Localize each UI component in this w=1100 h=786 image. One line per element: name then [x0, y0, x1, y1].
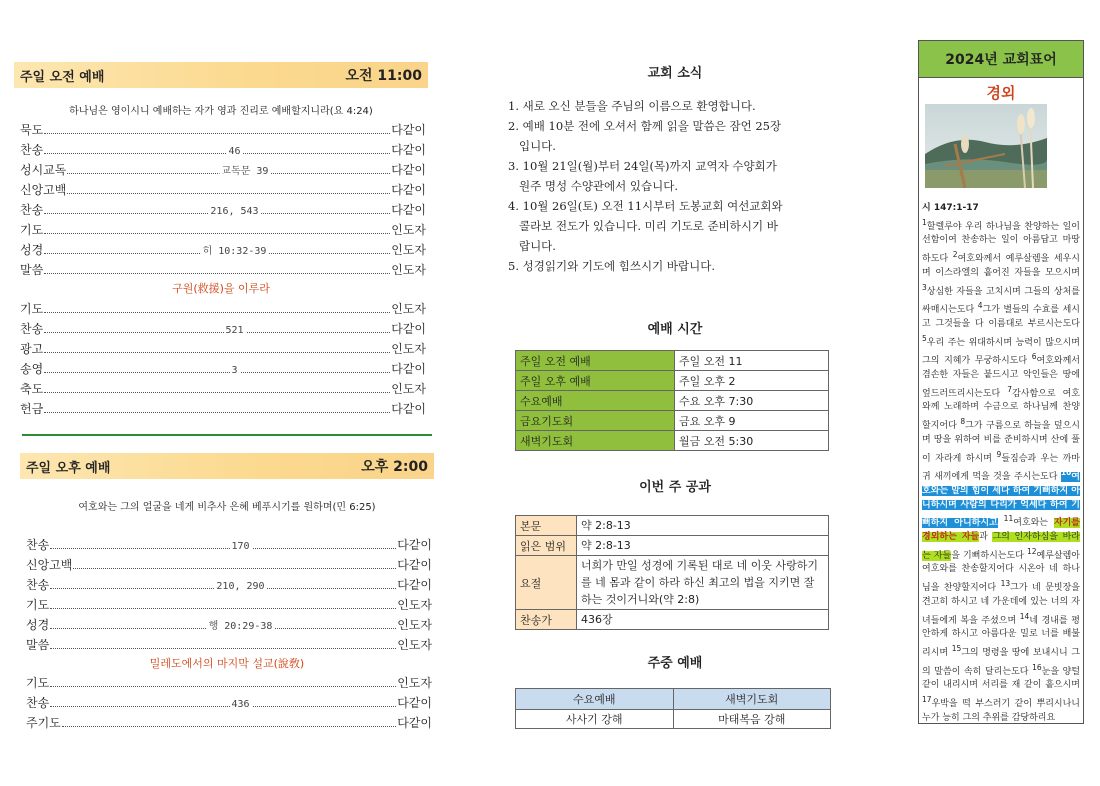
leader-dots: [44, 246, 390, 257]
leader-dots: [44, 206, 390, 217]
order-label: 말씀: [20, 263, 44, 277]
schedule-time: 주일 오후 2: [675, 371, 829, 391]
lesson-row: [516, 516, 829, 536]
morning-sermon-title: 구원(救援)을 이루라: [172, 282, 270, 295]
order-detail: 521: [225, 325, 244, 336]
order-row: [20, 178, 426, 198]
order-row: [20, 377, 426, 397]
order-leader: 다같이: [391, 123, 426, 137]
order-leader: 인도자: [391, 382, 426, 396]
lesson-value: 436장: [577, 610, 829, 630]
order-detail: 46: [228, 146, 241, 157]
order-leader: 인도자: [391, 243, 426, 257]
order-label: 기도: [20, 302, 44, 316]
order-row: [26, 573, 432, 593]
motto-word: 경외: [986, 84, 1016, 102]
news-line: 입니다.: [508, 139, 556, 153]
order-row: [20, 317, 426, 337]
lesson-value: 약 2:8-13: [577, 516, 829, 536]
weekday-cell: 사사기 강해: [516, 710, 674, 729]
lesson-label: 요절: [516, 556, 577, 610]
leader-dots: [67, 166, 390, 177]
order-row: [20, 218, 426, 238]
order-leader: 다같이: [391, 203, 426, 217]
order-leader: 다같이: [397, 716, 432, 730]
schedule-table: [515, 350, 829, 451]
leader-dots: [50, 699, 396, 710]
weekday-table: [515, 688, 831, 729]
schedule-time: 주일 오전 11: [675, 351, 829, 371]
order-label: 신앙고백: [26, 558, 73, 572]
lesson-table: [515, 515, 829, 630]
order-label: 말씀: [26, 638, 50, 652]
order-detail: 170: [231, 541, 250, 552]
weekday-title: 주중 예배: [647, 656, 703, 671]
leader-dots: [67, 193, 390, 194]
afternoon-service-header: [20, 453, 434, 479]
order-leader: 인도자: [391, 223, 426, 237]
order-detail: 210, 290: [216, 581, 265, 592]
order-leader: 다같이: [397, 578, 432, 592]
order-leader: 다같이: [391, 322, 426, 336]
order-detail: 436: [231, 699, 250, 710]
order-leader: 인도자: [397, 638, 432, 652]
leader-dots: [50, 541, 396, 552]
order-row: [20, 357, 426, 377]
landscape-photo: [925, 104, 1047, 188]
leader-dots: [44, 233, 390, 234]
news-line: 4. 10월 26일(토) 오전 11시부터 도봉교회 여선교회와: [508, 199, 783, 213]
leader-dots: [44, 365, 390, 376]
schedule-service: 주일 오전 예배: [516, 351, 675, 371]
lesson-label: 찬송가: [516, 610, 577, 630]
order-leader: 다같이: [397, 558, 432, 572]
order-label: 성경: [26, 618, 50, 632]
news-line: 콜라보 전도가 있습니다. 미리 기도로 준비하시기 바: [508, 219, 778, 233]
schedule-title: 예배 시간: [647, 322, 703, 337]
lesson-row: [516, 536, 829, 556]
lesson-label: 읽은 범위: [516, 536, 577, 556]
order-label: 축도: [20, 382, 44, 396]
schedule-time: 금요 오후 9: [675, 411, 829, 431]
order-row: [20, 138, 426, 158]
order-row: [26, 671, 432, 691]
order-label: 기도: [26, 598, 50, 612]
order-label: 송영: [20, 362, 44, 376]
order-row: [20, 297, 426, 317]
order-label: 광고: [20, 342, 44, 356]
order-leader: 인도자: [391, 342, 426, 356]
order-row: [26, 533, 432, 553]
leader-dots: [50, 621, 396, 632]
order-detail: 교독문 39: [219, 162, 270, 177]
news-line: 2. 예배 10분 전에 오셔서 함께 읽을 말씀은 잠언 25장: [508, 119, 782, 133]
leader-dots: [44, 412, 390, 413]
morning-verse: 하나님은 영이시니 예배하는 자가 영과 진리로 예배할지니라(요 4:24): [69, 106, 373, 117]
news-line: 5. 성경읽기와 기도에 힘쓰시기 바랍니다.: [508, 259, 715, 273]
order-label: 성경: [20, 243, 44, 257]
schedule-row: [516, 391, 829, 411]
order-row: [26, 691, 432, 711]
order-row: [26, 711, 432, 731]
leader-dots: [50, 648, 396, 649]
leader-dots: [44, 392, 390, 393]
order-detail: 히 10:32-39: [201, 242, 269, 257]
leader-dots: [44, 273, 390, 274]
schedule-service: 새벽기도회: [516, 431, 675, 451]
schedule-row: [516, 411, 829, 431]
order-leader: 다같이: [397, 696, 432, 710]
schedule-row: [516, 351, 829, 371]
lesson-row: [516, 556, 829, 610]
order-leader: 다같이: [391, 362, 426, 376]
leader-dots: [50, 581, 396, 592]
news-title: 교회 소식: [647, 66, 703, 81]
order-label: 찬송: [20, 203, 44, 217]
leader-dots: [73, 568, 396, 569]
psalm-text: 시 147:1-17 $^1$할렐루야 우리 하나님을 찬양하는 일이 선함이여 찬송하는 일이 아름답고 마땅하도다 $^2$여호와께서 예루살렘을 세우시며 이스라엘의 흩어진 자들을 모으시며 $^3$상심한 자들을 고치시며 그들의 상처를 싸매시는도다 $^4$그가 별들의 수효를 세시고 그것들을 다 이름대로 부르시는도다 $^5$우리 주는 위대하시며 능력이 많으시며 그의 지혜가 무궁하시도다 $^6$여호와께서 겸손한 자들은 붙드시고 악인들은 땅에 엎드러뜨리시는도다 $^7$감사함으로 여호와께 노래하며 수금으로 하나님께 찬양할지어다 $^8$그가 구름으로 하늘을 덮으시며 땅을 위하여 비를 준비하시며 산에 풀이 자라게 하시며 $^9$들짐승과 우는 까마귀 새끼에게 먹을 것을 주시는도다 $^{10}$여호와는 말의 힘이 세다 하여 기뻐하지 아니하시며 사람의 다리가 억세다 하여 기뻐하지 아니하시고 $^{11}$여호와는 자기를 경외하는 자들과 그의 인자하심을 바라는 자들을 기뻐하시는도다 $^{12}$예루살렘아 여호와를 찬송할지어다 시온아 네 하나님을 찬양할지어다 $^{13}$그가 네 문빗장을 견고히 하시고 네 가운데에 있는 너의 자녀들에게 복을 주셨으며 $^{14}$네 경내를 평안하게 하시고 아름다운 밀로 너를 배불리시며 $^{15}$그의 명령을 땅에 보내시니 그의 말씀이 속히 달리는도다 $^{16}$눈을 양털 같이 내리시며 서리를 재 같이 흩으시며 $^{17}$우박을 떡 부스러기 같이 뿌리시나니 누가 능히 그의 추위를 감당하리요: [922, 203, 1081, 723]
order-label: 기도: [20, 223, 44, 237]
order-row: [20, 337, 426, 357]
order-detail: 3: [231, 365, 238, 376]
schedule-row: [516, 431, 829, 451]
leader-dots: [62, 726, 396, 727]
order-label: 기도: [26, 676, 50, 690]
order-leader: 다같이: [397, 538, 432, 552]
afternoon-verse: 여호와는 그의 얼굴을 네게 비추사 은혜 베푸시기를 원하며(민 6:25): [78, 502, 376, 513]
order-label: 신앙고백: [20, 183, 67, 197]
news-line: 3. 10월 21일(월)부터 24일(목)까지 교역자 수양회가: [508, 159, 777, 173]
morning-service-time: 오전 11:00: [345, 68, 422, 84]
motto-header: 2024년 교회표어: [918, 40, 1084, 78]
leader-dots: [44, 352, 390, 353]
schedule-time: 수요 오후 7:30: [675, 391, 829, 411]
leader-dots: [44, 146, 390, 157]
order-label: 찬송: [26, 578, 50, 592]
order-leader: 인도자: [397, 618, 432, 632]
order-leader: 인도자: [391, 302, 426, 316]
order-label: 묵도: [20, 123, 44, 137]
order-leader: 다같이: [391, 402, 426, 416]
order-row: [26, 553, 432, 573]
leader-dots: [50, 608, 396, 609]
order-label: 찬송: [26, 538, 50, 552]
order-leader: 인도자: [397, 598, 432, 612]
lesson-value: 너희가 만일 성경에 기록된 대로 네 이웃 사랑하기를 네 몸과 같이 하라 하신 최고의 법을 지키면 잘하는 것이거니와(약 2:8): [577, 556, 829, 610]
lesson-title: 이번 주 공과: [639, 480, 711, 495]
morning-service-header: [14, 62, 428, 88]
news-line: 1. 새로 오신 분들을 주님의 이름으로 환영합니다.: [508, 99, 756, 113]
afternoon-service-time: 오후 2:00: [361, 459, 428, 475]
schedule-row: [516, 371, 829, 391]
order-label: 찬송: [26, 696, 50, 710]
section-divider: [22, 434, 432, 436]
order-detail: 216, 543: [210, 206, 259, 217]
order-label: 찬송: [20, 322, 44, 336]
schedule-service: 수요예배: [516, 391, 675, 411]
schedule-service: 주일 오후 예배: [516, 371, 675, 391]
psalm-reference: 시 147:1-17: [922, 203, 979, 213]
order-row: [20, 397, 426, 417]
order-leader: 인도자: [391, 263, 426, 277]
news-line: 원주 명성 수양관에서 있습니다.: [508, 179, 679, 193]
afternoon-service-title: 주일 오후 예배: [26, 460, 111, 476]
schedule-time: 월금 오전 5:30: [675, 431, 829, 451]
order-leader: 다같이: [391, 163, 426, 177]
order-row: [20, 238, 426, 258]
lesson-row: [516, 610, 829, 630]
order-row: [20, 118, 426, 138]
schedule-service: 금요기도회: [516, 411, 675, 431]
order-label: 찬송: [20, 143, 44, 157]
order-row: [20, 158, 426, 178]
order-leader: 다같이: [391, 143, 426, 157]
leader-dots: [44, 312, 390, 313]
order-leader: 인도자: [397, 676, 432, 690]
lesson-label: 본문: [516, 516, 577, 536]
order-detail: 행 20:29-38: [207, 617, 275, 632]
news-line: 랍니다.: [508, 239, 556, 253]
order-row: [26, 613, 432, 633]
order-label: 헌금: [20, 402, 44, 416]
order-row: [20, 198, 426, 218]
order-row: [20, 258, 426, 278]
order-row: [26, 593, 432, 613]
order-label: 성시교독: [20, 163, 67, 177]
weekday-cell: 마태복음 강해: [673, 710, 831, 729]
news-list: [508, 96, 838, 276]
order-label: 주기도: [26, 716, 61, 730]
weekday-header: 새벽기도회: [673, 689, 831, 710]
order-row: [26, 633, 432, 653]
leader-dots: [44, 325, 390, 336]
lesson-value: 약 2:8-13: [577, 536, 829, 556]
leader-dots: [44, 133, 390, 134]
weekday-header: 수요예배: [516, 689, 674, 710]
leader-dots: [50, 686, 396, 687]
afternoon-sermon-title: 밀레도에서의 마지막 설교(說敎): [149, 657, 305, 670]
order-leader: 다같이: [391, 183, 426, 197]
morning-service-title: 주일 오전 예배: [20, 69, 105, 85]
